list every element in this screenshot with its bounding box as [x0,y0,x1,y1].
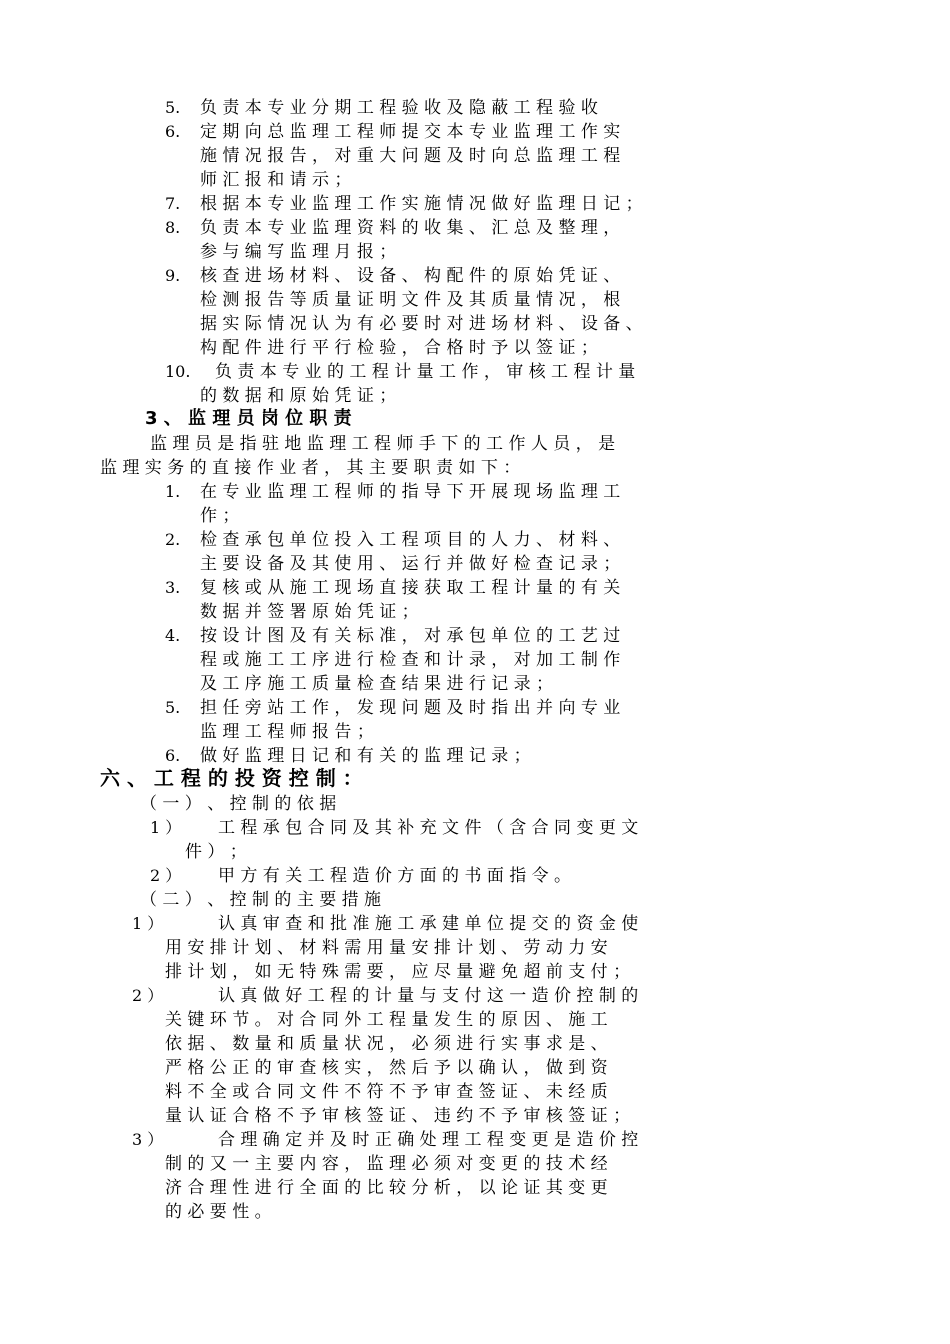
list-item-number: 9. [165,266,181,285]
list-item-number: 7. [165,194,181,213]
chapter-heading: 六 、 工 程 的 投 资 控 制 ： [100,766,363,790]
list-item-text: 监 理 工 程 师 报 告 ； [200,722,374,742]
list-item-text: 认 真 做 好 工 程 的 计 量 与 支 付 这 一 造 价 控 制 的 [218,986,639,1006]
list-item-number: 6. [165,122,181,141]
list-item-text: 根 据 本 专 业 监 理 工 作 实 施 情 况 做 好 监 理 日 记 ； [200,194,643,214]
list-item-text: 严 格 公 正 的 审 查 核 实 ， 然 后 予 以 确 认 ， 做 到 资 [165,1058,608,1078]
subsection-title: （ 二 ） 、 控 制 的 主 要 措 施 [140,890,382,910]
list-item-text: 量 认 证 合 格 不 予 审 核 签 证 、 违 约 不 予 审 核 签 证 ； [165,1106,631,1126]
list-item-text: 认 真 审 查 和 批 准 施 工 承 建 单 位 提 交 的 资 金 使 [218,914,639,934]
list-item-text: 按 设 计 图 及 有 关 标 准 ， 对 承 包 单 位 的 工 艺 过 [200,626,621,646]
list-item-text: 的 必 要 性 。 [165,1202,272,1222]
list-item-text: 负 责 本 专 业 的 工 程 计 量 工 作 ， 审 核 工 程 计 量 [215,362,636,382]
list-item-number: 1 ） [132,914,164,933]
list-item-number: 3. [165,578,181,597]
list-item-text: 工 程 承 包 合 同 及 其 补 充 文 件 （ 含 合 同 变 更 文 [218,818,639,838]
list-item-text: 关 键 环 节 。 对 合 同 外 工 程 量 发 生 的 原 因 、 施 工 [165,1010,608,1030]
list-item-text: 程 或 施 工 工 序 进 行 检 查 和 计 录 ， 对 加 工 制 作 [200,650,621,670]
list-item-text: 担 任 旁 站 工 作 ， 发 现 问 题 及 时 指 出 并 向 专 业 [200,698,621,718]
list-item-text: 甲 方 有 关 工 程 造 价 方 面 的 书 面 指 令 。 [218,866,572,886]
list-item-text: 据 实 际 情 况 认 为 有 必 要 时 对 进 场 材 料 、 设 备 、 [200,314,643,334]
list-item-text: 核 查 进 场 材 料 、 设 备 、 构 配 件 的 原 始 凭 证 、 [200,266,621,286]
list-item-text: 制 的 又 一 主 要 内 容 ， 监 理 必 须 对 变 更 的 技 术 经 [165,1154,608,1174]
list-item-number: 3 ） [132,1130,164,1149]
list-item-text: 料 不 全 或 合 同 文 件 不 符 不 予 审 查 签 证 、 未 经 质 [165,1082,608,1102]
list-item-number: 1 ） [150,818,182,837]
list-item-number: 4. [165,626,181,645]
list-item-text: 负 责 本 专 业 监 理 资 料 的 收 集 、 汇 总 及 整 理 ， [200,218,621,238]
list-item-text: 数 据 并 签 署 原 始 凭 证 ； [200,602,419,622]
list-item-text: 济 合 理 性 进 行 全 面 的 比 较 分 析 ， 以 论 证 其 变 更 [165,1178,608,1198]
list-item-number: 10. [165,362,191,381]
list-item-number: 5. [165,98,181,117]
paragraph-line: 监 理 员 是 指 驻 地 监 理 工 程 师 手 下 的 工 作 人 员 ， 是 [150,434,616,454]
list-item-text: 依 据 、 数 量 和 质 量 状 况 ， 必 须 进 行 实 事 求 是 、 [165,1034,608,1054]
list-item-text: 参 与 编 写 监 理 月 报 ； [200,242,397,262]
list-item-text: 排 计 划 ， 如 无 特 殊 需 要 ， 应 尽 量 避 免 超 前 支 付 ； [165,962,631,982]
list-item-text: 做 好 监 理 日 记 和 有 关 的 监 理 记 录 ； [200,746,531,766]
list-item-text: 在 专 业 监 理 工 程 师 的 指 导 下 开 展 现 场 监 理 工 [200,482,621,502]
list-item-text: 检 查 承 包 单 位 投 入 工 程 项 目 的 人 力 、 材 料 、 [200,530,621,550]
list-item-text: 的 数 据 和 原 始 凭 证 ； [200,386,397,406]
section-heading: 3 、 监 理 员 岗 位 职 责 [145,408,352,429]
list-item-text: 师 汇 报 和 请 示 ； [200,170,352,190]
list-item-number: 6. [165,746,181,765]
list-item-text: 件 ） ； [185,842,247,862]
list-item-text: 作 ； [200,506,240,526]
list-item-text: 主 要 设 备 及 其 使 用 、 运 行 并 做 好 检 查 记 录 ； [200,554,621,574]
list-item-text: 构 配 件 进 行 平 行 检 验 ， 合 格 时 予 以 签 证 ； [200,338,598,358]
list-item-text: 定 期 向 总 监 理 工 程 师 提 交 本 专 业 监 理 工 作 实 [200,122,621,142]
list-item-text: 检 测 报 告 等 质 量 证 明 文 件 及 其 质 量 情 况 ， 根 [200,290,621,310]
list-item-text: 合 理 确 定 并 及 时 正 确 处 理 工 程 变 更 是 造 价 控 [218,1130,639,1150]
subsection-title: （ 一 ） 、 控 制 的 依 据 [140,794,337,814]
paragraph-line: 监 理 实 务 的 直 接 作 业 者 ， 其 主 要 职 责 如 下 ： [100,458,521,478]
list-item-number: 2 ） [132,986,164,1005]
list-item-text: 负 责 本 专 业 分 期 工 程 验 收 及 隐 蔽 工 程 验 收 [200,98,598,118]
list-item-number: 1. [165,482,181,501]
list-item-text: 施 情 况 报 告 ， 对 重 大 问 题 及 时 向 总 监 理 工 程 [200,146,621,166]
list-item-text: 复 核 或 从 施 工 现 场 直 接 获 取 工 程 计 量 的 有 关 [200,578,621,598]
list-item-number: 2. [165,530,181,549]
list-item-text: 及 工 序 施 工 质 量 检 查 结 果 进 行 记 录 ； [200,674,554,694]
list-item-number: 2 ） [150,866,182,885]
list-item-number: 8. [165,218,181,237]
list-item-number: 5. [165,698,181,717]
list-item-text: 用 安 排 计 划 、 材 料 需 用 量 安 排 计 划 、 劳 动 力 安 [165,938,608,958]
